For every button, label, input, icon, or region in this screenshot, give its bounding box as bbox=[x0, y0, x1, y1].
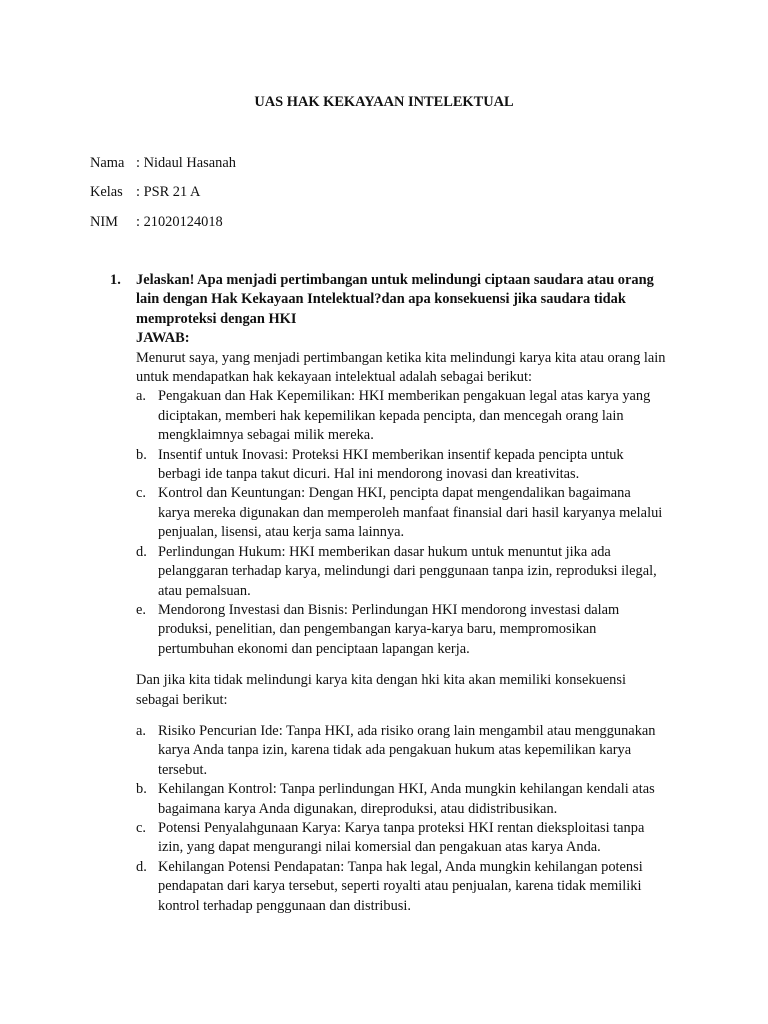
consequences-list bbox=[136, 722, 666, 916]
list-item: a. Risiko Pencurian Ide: Tanpa HKI, ada risiko orang lain mengambil atau menggunakan karya Anda tanpa izin, karena tidak ada pengakuan hukum atas kepemilikan karya tersebut. bbox=[136, 722, 656, 778]
list-item: b. Insentif untuk Inovasi: Proteksi HKI memberikan insentif kepada pencipta untuk berbagi ide tanpa takut dicuri. Hal ini mendorong inovasi dan kreativitas. bbox=[136, 446, 624, 483]
kelas-value: : PSR 21 A bbox=[136, 184, 201, 200]
nama-label: Nama bbox=[90, 155, 125, 171]
answer-intro: Menurut saya, yang menjadi pertimbangan ketika kita melindungi karya kita atau orang lain untuk mendapatkan hak kekayaan intelektual adalah sebagai berikut: bbox=[136, 349, 666, 386]
list-item: c. Potensi Penyalahgunaan Karya: Karya tanpa proteksi HKI rentan dieksploitasi tanpa izin, yang dapat mengurangi nilai komersial dan pengakuan atas karya Anda. bbox=[136, 819, 645, 856]
list-item: b. Kehilangan Kontrol: Tanpa perlindungan HKI, Anda mungkin kehilangan kendali atas bagaimana karya Anda digunakan, direproduksi, atau didistribusikan. bbox=[136, 781, 655, 817]
consequence-intro: Dan jika kita tidak melindungi karya kita dengan hki kita akan memiliki konsekuensi sebagai berikut: bbox=[136, 672, 626, 708]
list-item: d. Kehilangan Potensi Pendapatan: Tanpa hak legal, Anda mungkin kehilangan potensi pendapatan dari karya tersebut, seperti royalti atau penjualan, karena tidak memiliki kontrol terhadap penggunaan dan distribusi. bbox=[136, 858, 643, 914]
question-text: Jelaskan! Apa menjadi pertimbangan untuk melindungi ciptaan saudara atau orang lain dengan Hak Kekayaan Intelektual?dan apa konsekuensi jika saudara tidak memproteksi dengan HKI bbox=[136, 272, 654, 327]
list-item: c. Kontrol dan Keuntungan: Dengan HKI, pencipta dapat mengendalikan bagaimana karya mereka digunakan dan memperoleh manfaat finansial dari hasil karyanya melalui penjualan, lisensi, atau kerja sama lainnya. bbox=[136, 485, 663, 541]
answer-label: JAWAB: bbox=[136, 330, 190, 347]
nama-value: : Nidaul Hasanah bbox=[136, 155, 236, 171]
document-title: UAS HAK KEKAYAAN INTELEKTUAL bbox=[254, 94, 514, 110]
list-item: a. Pengakuan dan Hak Kepemilikan: HKI memberikan pengakuan legal atas karya yang diciptakan, memberi hak kepemilikan kepada pencipta, dan mencegah orang lain mengklaimnya sebagai milik mereka. bbox=[136, 388, 651, 444]
list-item: d. Perlindungan Hukum: HKI memberikan dasar hukum untuk menuntut jika ada pelanggaran terhadap karya, melindungi dari penggunaan tanpa izin, reproduksi ilegal, atau pemalsuan. bbox=[136, 543, 657, 599]
list-item: e. Mendorong Investasi dan Bisnis: Perlindungan HKI mendorong investasi dalam produksi, penelitian, dan pengembangan karya-karya baru, mempromosikan pertumbuhan ekonomi dan penciptaan lapangan kerja. bbox=[136, 601, 620, 657]
nim-value: : 21020124018 bbox=[136, 214, 223, 230]
considerations-list bbox=[136, 387, 666, 659]
question-1 bbox=[110, 271, 666, 916]
question-number: 1. bbox=[110, 272, 121, 288]
nim-label: NIM bbox=[90, 214, 118, 230]
kelas-label: Kelas bbox=[90, 184, 123, 200]
